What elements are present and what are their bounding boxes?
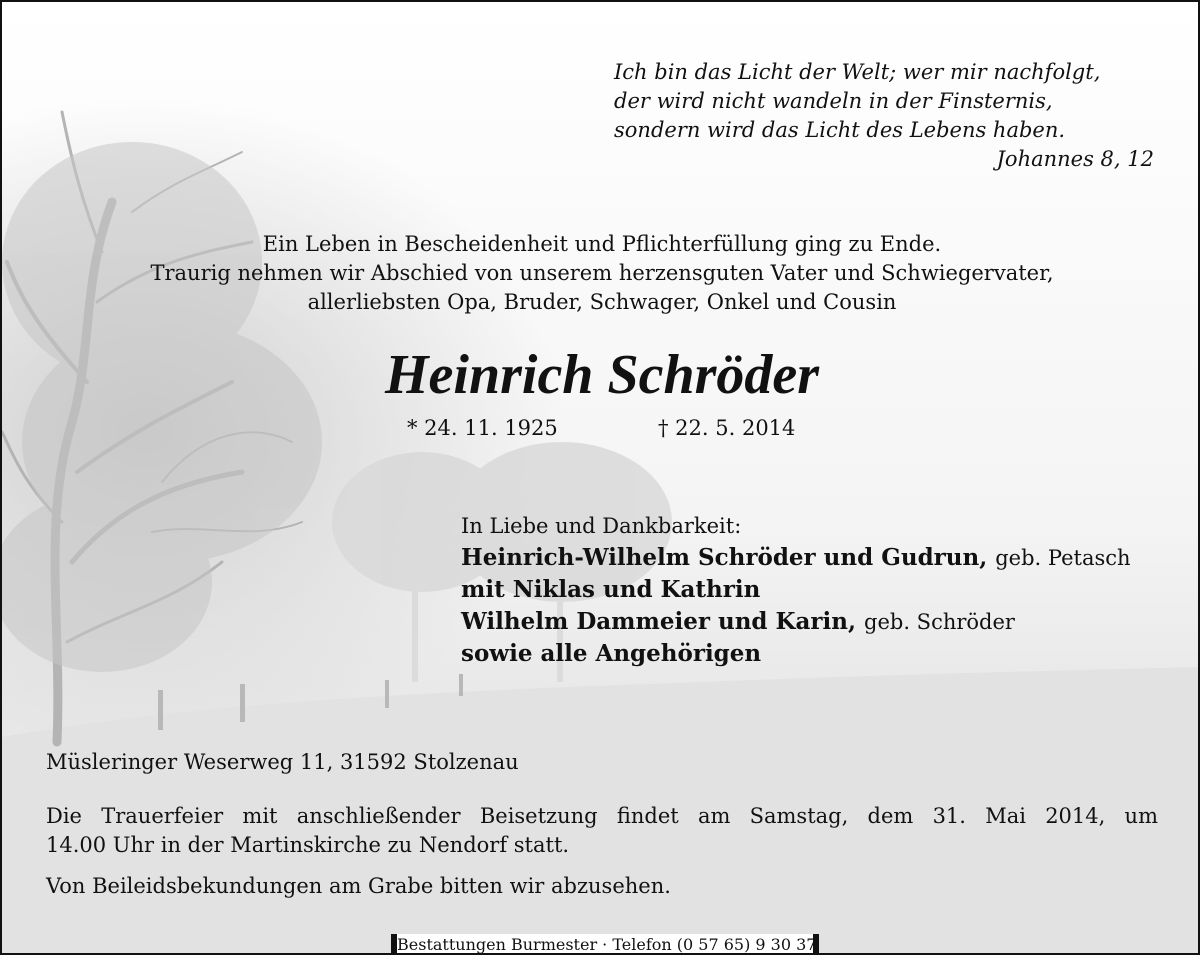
death-date: † 22. 5. 2014: [658, 416, 796, 440]
deceased-name: Heinrich Schröder: [384, 344, 820, 406]
condolence-note: Von Beileidsbekundungen am Grabe bitten wir abzusehen.: [46, 874, 671, 898]
bible-verse: [614, 58, 1154, 174]
mourner-line: [461, 638, 1131, 670]
verse-line: sondern wird das Licht des Lebens haben.: [614, 118, 1066, 142]
verse-line: der wird nicht wandeln in der Finsternis,: [614, 89, 1053, 113]
family-address: Müsleringer Weserweg 11, 31592 Stolzenau: [46, 750, 519, 774]
mourner-line: [461, 606, 1131, 638]
intro-line: Traurig nehmen wir Abschied von unserem herzensguten Vater und Schwiegervater,: [150, 261, 1054, 285]
mourner-note: geb. Schröder: [864, 610, 1015, 634]
intro-line: Ein Leben in Bescheidenheit und Pflichterfüllung ging zu Ende.: [262, 232, 942, 256]
mourner-line: [461, 542, 1131, 574]
mourner-name: Heinrich-Wilhelm Schröder und Gudrun,: [461, 544, 988, 571]
birth-date: * 24. 11. 1925: [407, 416, 558, 440]
service-line: Die Trauerfeier mit anschließender Beisetzung findet am Samstag, dem 31. Mai 2014, um: [46, 804, 1158, 828]
mourner-note: geb. Petasch: [995, 546, 1131, 570]
intro-text: [2, 230, 1200, 317]
verse-reference: Johannes 8, 12: [996, 147, 1154, 171]
mourner-name: mit Niklas und Kathrin: [461, 576, 761, 603]
intro-line: allerliebsten Opa, Bruder, Schwager, Onkel und Cousin: [307, 290, 897, 314]
funeral-service-info: [46, 802, 1158, 860]
service-line: 14.00 Uhr in der Martinskirche zu Nendorf statt.: [46, 833, 570, 857]
mourners-block: [461, 510, 1131, 670]
mourners-heading: In Liebe und Dankbarkeit:: [461, 514, 742, 538]
mourner-name: Wilhelm Dammeier und Karin,: [461, 608, 856, 635]
mourner-name: sowie alle Angehörigen: [461, 640, 762, 667]
funeral-home-footer: Bestattungen Burmester · Telefon (0 57 65) 9 30 37: [391, 934, 819, 955]
verse-line: Ich bin das Licht der Welt; wer mir nachfolgt,: [614, 60, 1101, 84]
mourner-line: [461, 574, 1131, 606]
